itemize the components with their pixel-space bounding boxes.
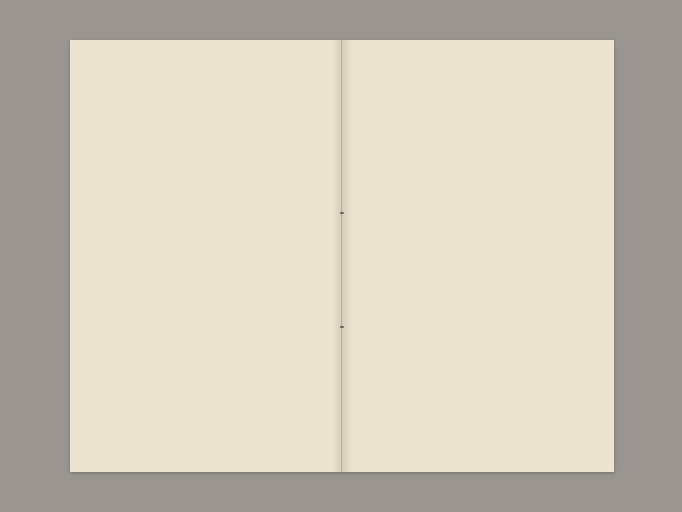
right-page-text (356, 98, 582, 418)
binding-gutter (332, 40, 352, 472)
binding-stitch (340, 326, 344, 328)
right-page (342, 40, 614, 472)
booklet-spread (70, 40, 614, 472)
left-page-text (114, 106, 322, 402)
binding-stitch (340, 212, 344, 214)
left-page (70, 40, 342, 472)
